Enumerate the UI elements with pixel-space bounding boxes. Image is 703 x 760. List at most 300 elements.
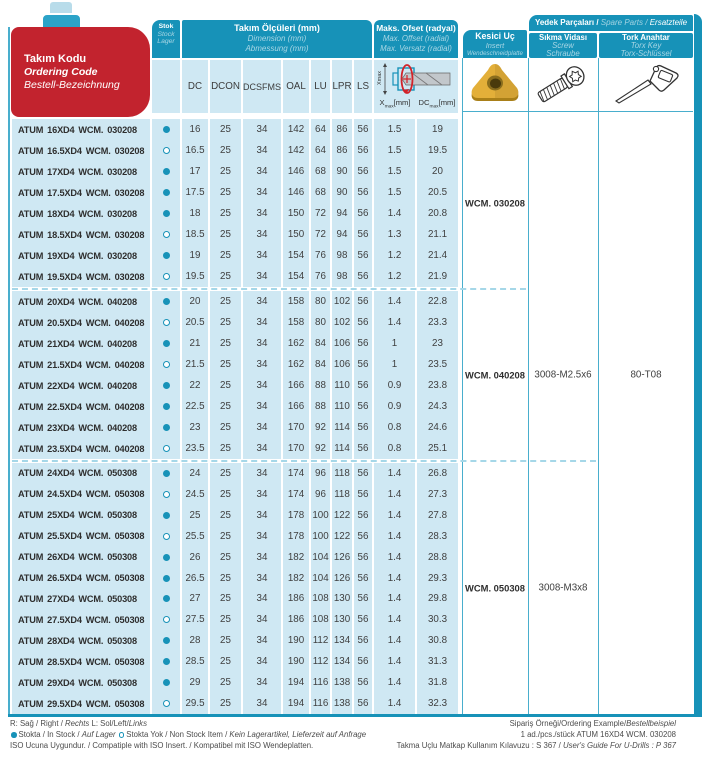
stock-cell (152, 672, 180, 693)
code-cell: ATUM 29.5XD4 WCM. 050308 (12, 693, 150, 714)
dcmax-cell: 19.5 (417, 140, 458, 161)
ls-cell: 56 (354, 140, 372, 161)
dcsfms-cell: 34 (243, 119, 281, 140)
code-cell: ATUM 20.5XD4 WCM. 040208 (12, 312, 150, 333)
xmax-cell: 1 (374, 354, 415, 375)
ls-cell: 56 (354, 438, 372, 459)
lu-cell: 92 (311, 417, 330, 438)
col-header-dcon: DCON (210, 60, 241, 113)
xmax-cell: 0.8 (374, 438, 415, 459)
dcmax-cell: 26.8 (417, 463, 458, 484)
ls-cell: 56 (354, 203, 372, 224)
code-cell: ATUM 18XD4 WCM. 030208 (12, 203, 150, 224)
col-header-oal: OAL (283, 60, 309, 113)
lu-cell: 96 (311, 463, 330, 484)
dcon-cell: 25 (210, 672, 241, 693)
table-row (12, 182, 458, 203)
table-row (12, 417, 458, 438)
dcon-cell: 25 (210, 693, 241, 714)
dcmax-cell: 29.8 (417, 589, 458, 610)
oal-cell: 182 (283, 547, 309, 568)
dcsfms-cell: 34 (243, 484, 281, 505)
oal-cell: 146 (283, 161, 309, 182)
stock-cell (152, 630, 180, 651)
col-header-lpr: LPR (332, 60, 352, 113)
lpr-cell: 98 (332, 266, 352, 287)
code-cell: ATUM 28.5XD4 WCM. 050308 (12, 651, 150, 672)
xmax-cell: 1.4 (374, 589, 415, 610)
oal-cell: 142 (283, 119, 309, 140)
stock-subheader-cell (152, 60, 180, 113)
table-row (12, 484, 458, 505)
oal-cell: 154 (283, 266, 309, 287)
code-cell: ATUM 27.5XD4 WCM. 050308 (12, 609, 150, 630)
dcmax-cell: 21.4 (417, 245, 458, 266)
dc-cell: 16 (182, 119, 208, 140)
dcsfms-cell: 34 (243, 693, 281, 714)
user-guide-note: Takma Uçlu Matkap Kullanım Kılavuzu : S 367 / User's Guide For U-Drills : P 367 (396, 741, 676, 750)
stock-cell (152, 589, 180, 610)
oal-cell: 190 (283, 630, 309, 651)
lpr-cell: 102 (332, 291, 352, 312)
dc-cell: 19 (182, 245, 208, 266)
dcmax-cell: 31.3 (417, 651, 458, 672)
oal-cell: 186 (283, 589, 309, 610)
torx-key-icon (606, 60, 686, 106)
dcsfms-cell: 34 (243, 182, 281, 203)
lu-cell: 64 (311, 140, 330, 161)
oal-cell: 166 (283, 375, 309, 396)
dc-cell: 16.5 (182, 140, 208, 161)
lu-cell: 76 (311, 266, 330, 287)
table-row (12, 203, 458, 224)
lpr-cell: 118 (332, 463, 352, 484)
col-header-lu: LU (311, 60, 330, 113)
table-row (12, 672, 458, 693)
dcmax-cell: 30.3 (417, 609, 458, 630)
stock-cell (152, 438, 180, 459)
dc-cell: 21 (182, 333, 208, 354)
dcsfms-cell: 34 (243, 224, 281, 245)
table-row (12, 291, 458, 312)
stock-dot (163, 595, 170, 602)
footer-ordering-example (397, 718, 676, 751)
code-cell: ATUM 25XD4 WCM. 050308 (12, 505, 150, 526)
dcmax-cell: 23.5 (417, 354, 458, 375)
ls-cell: 56 (354, 266, 372, 287)
col-header-dcsfms: DCSFMS (243, 60, 281, 113)
lpr-cell: 102 (332, 312, 352, 333)
dcon-cell: 25 (210, 119, 241, 140)
product-group-050308 (12, 463, 458, 714)
stock-dot (163, 491, 170, 498)
code-cell: ATUM 17.5XD4 WCM. 030208 (12, 182, 150, 203)
stock-cell (152, 693, 180, 714)
dcsfms-cell: 34 (243, 140, 281, 161)
ls-cell: 56 (354, 182, 372, 203)
dc-cell: 17 (182, 161, 208, 182)
dcmax-cell: 21.1 (417, 224, 458, 245)
screw-code-2: 3008-M3x8 (538, 582, 588, 594)
stock-cell (152, 547, 180, 568)
stock-cell (152, 375, 180, 396)
lpr-cell: 90 (332, 161, 352, 182)
lpr-cell: 106 (332, 354, 352, 375)
ls-cell: 56 (354, 417, 372, 438)
code-cell: ATUM 17XD4 WCM. 030208 (12, 161, 150, 182)
stock-cell (152, 505, 180, 526)
xmax-cell: 1.4 (374, 203, 415, 224)
xmax-cell: 1.4 (374, 693, 415, 714)
lpr-cell: 86 (332, 140, 352, 161)
table-row (12, 547, 458, 568)
panel-bottom-border (8, 714, 702, 717)
stock-cell (152, 651, 180, 672)
ls-cell: 56 (354, 672, 372, 693)
dc-cell: 27.5 (182, 609, 208, 630)
code-cell: ATUM 23XD4 WCM. 040208 (12, 417, 150, 438)
code-cell: ATUM 25.5XD4 WCM. 050308 (12, 526, 150, 547)
iso-note: ISO Ucuna Uygundur. / Compatiple with ISO Insert. / Kompatibel mit ISO Wendeplatten. (10, 741, 314, 750)
ordering-code-de: Bestell-Bezeichnung (24, 79, 120, 91)
screw-column-header: Sıkma Vidası Screw Schraube (529, 33, 597, 58)
ls-cell: 56 (354, 651, 372, 672)
dcsfms-cell: 34 (243, 547, 281, 568)
oal-cell: 158 (283, 312, 309, 333)
table-row (12, 354, 458, 375)
dcmax-cell: 25.1 (417, 438, 458, 459)
table-row (12, 526, 458, 547)
lu-cell: 76 (311, 245, 330, 266)
dcmax-cell: 31.8 (417, 672, 458, 693)
code-cell: ATUM 27XD4 WCM. 050308 (12, 589, 150, 610)
dcon-cell: 25 (210, 224, 241, 245)
svg-text:Xmax: Xmax (377, 70, 383, 85)
footer-notes (10, 718, 366, 751)
oal-cell: 190 (283, 651, 309, 672)
ls-cell: 56 (354, 224, 372, 245)
lpr-cell: 106 (332, 333, 352, 354)
stock-cell (152, 484, 180, 505)
dc-cell: 24.5 (182, 484, 208, 505)
col-header-dc: DC (182, 60, 208, 113)
stock-cell (152, 396, 180, 417)
table-row (12, 245, 458, 266)
dcsfms-cell: 34 (243, 291, 281, 312)
table-row (12, 693, 458, 714)
dcsfms-cell: 34 (243, 417, 281, 438)
stock-dot (163, 512, 170, 519)
lu-cell: 68 (311, 182, 330, 203)
grid-line (462, 111, 693, 112)
code-cell: ATUM 22XD4 WCM. 040208 (12, 375, 150, 396)
dc-cell: 26.5 (182, 568, 208, 589)
dcsfms-cell: 34 (243, 630, 281, 651)
xmax-cell: 1.4 (374, 312, 415, 333)
dcon-cell: 25 (210, 203, 241, 224)
table-row (12, 651, 458, 672)
ls-cell: 56 (354, 119, 372, 140)
lu-cell: 92 (311, 438, 330, 459)
oal-cell: 178 (283, 526, 309, 547)
dcmax-cell: 19 (417, 119, 458, 140)
table-row (12, 505, 458, 526)
ls-cell: 56 (354, 291, 372, 312)
ls-cell: 56 (354, 693, 372, 714)
oal-cell: 142 (283, 140, 309, 161)
ls-cell: 56 (354, 161, 372, 182)
table-row (12, 140, 458, 161)
xmax-cell: 1.4 (374, 651, 415, 672)
dc-cell: 29 (182, 672, 208, 693)
ls-cell: 56 (354, 375, 372, 396)
table-row (12, 119, 458, 140)
insert-code-050308: WCM. 050308 (465, 582, 525, 594)
dcon-cell: 25 (210, 354, 241, 375)
ls-cell: 56 (354, 396, 372, 417)
lu-cell: 72 (311, 224, 330, 245)
dcmax-cell: 23 (417, 333, 458, 354)
stock-cell (152, 182, 180, 203)
table-row (12, 630, 458, 651)
dc-cell: 27 (182, 589, 208, 610)
stock-dot (163, 679, 170, 686)
dcmax-cell: 32.3 (417, 693, 458, 714)
dc-cell: 23 (182, 417, 208, 438)
table-row (12, 568, 458, 589)
code-cell: ATUM 21.5XD4 WCM. 040208 (12, 354, 150, 375)
oal-cell: 170 (283, 438, 309, 459)
lu-cell: 88 (311, 375, 330, 396)
lpr-cell: 114 (332, 417, 352, 438)
xmax-cell: 1.4 (374, 630, 415, 651)
lu-cell: 104 (311, 547, 330, 568)
dcon-cell: 25 (210, 463, 241, 484)
code-cell: ATUM 23.5XD4 WCM. 040208 (12, 438, 150, 459)
oal-cell: 162 (283, 354, 309, 375)
dcon-cell: 25 (210, 609, 241, 630)
stock-cell (152, 245, 180, 266)
ls-cell: 56 (354, 568, 372, 589)
dcmax-cell: 24.6 (417, 417, 458, 438)
stock-dot (163, 252, 170, 259)
stock-cell (152, 609, 180, 630)
xmax-cell: 1.4 (374, 672, 415, 693)
dcon-cell: 25 (210, 438, 241, 459)
stock-dot (163, 470, 170, 477)
dcsfms-cell: 34 (243, 438, 281, 459)
oal-cell: 158 (283, 291, 309, 312)
ls-cell: 56 (354, 589, 372, 610)
lu-cell: 80 (311, 291, 330, 312)
insert-code-040208: WCM. 040208 (465, 369, 525, 381)
xmax-cell: 1.3 (374, 224, 415, 245)
lpr-cell: 114 (332, 438, 352, 459)
dcsfms-cell: 34 (243, 672, 281, 693)
stock-cell (152, 266, 180, 287)
ls-cell: 56 (354, 547, 372, 568)
dcsfms-cell: 34 (243, 375, 281, 396)
stock-cell (152, 140, 180, 161)
code-cell: ATUM 28XD4 WCM. 050308 (12, 630, 150, 651)
insert-header: Kesici Uç Insert Wendeschneidplatte (463, 30, 527, 58)
dcon-cell: 25 (210, 375, 241, 396)
code-cell: ATUM 22.5XD4 WCM. 040208 (12, 396, 150, 417)
xmax-cell: 1 (374, 333, 415, 354)
dc-cell: 21.5 (182, 354, 208, 375)
stock-cell (152, 224, 180, 245)
xmax-cell: 1.5 (374, 119, 415, 140)
dc-cell: 25.5 (182, 526, 208, 547)
code-cell: ATUM 16.5XD4 WCM. 030208 (12, 140, 150, 161)
table-row (12, 312, 458, 333)
panel-left-border (8, 27, 10, 716)
max-offset-header: Maks. Ofset (radyal) Max. Offset (radial) Max. Versatz (radial) (374, 20, 458, 58)
dcon-cell: 25 (210, 568, 241, 589)
rl-legend: R: Sağ / Right / Rechts L: Sol/Left/Links (10, 719, 147, 728)
max-offset-unit-labels (374, 98, 458, 110)
oal-cell: 150 (283, 203, 309, 224)
stock-cell (152, 291, 180, 312)
stock-dot (163, 382, 170, 389)
ordering-code-en: Ordering Code (24, 66, 98, 78)
table-row (12, 161, 458, 182)
stock-dot (163, 168, 170, 175)
dcmax-cell: 24.3 (417, 396, 458, 417)
dcon-cell: 25 (210, 484, 241, 505)
lpr-cell: 130 (332, 609, 352, 630)
lpr-cell: 98 (332, 245, 352, 266)
oal-cell: 194 (283, 693, 309, 714)
dcsfms-cell: 34 (243, 651, 281, 672)
table-row (12, 589, 458, 610)
lpr-cell: 130 (332, 589, 352, 610)
dcsfms-cell: 34 (243, 203, 281, 224)
lu-cell: 108 (311, 589, 330, 610)
dcmax-cell: 30.8 (417, 630, 458, 651)
stock-cell (152, 417, 180, 438)
code-cell: ATUM 26XD4 WCM. 050308 (12, 547, 150, 568)
table-row (12, 375, 458, 396)
xmax-cell: 1.4 (374, 291, 415, 312)
lu-cell: 104 (311, 568, 330, 589)
lu-cell: 108 (311, 609, 330, 630)
grid-line (462, 58, 463, 714)
lu-cell: 100 (311, 505, 330, 526)
ls-cell: 56 (354, 484, 372, 505)
insert-trigon-icon (467, 60, 523, 106)
stock-dot (163, 298, 170, 305)
dcon-cell: 25 (210, 161, 241, 182)
code-cell: ATUM 18.5XD4 WCM. 030208 (12, 224, 150, 245)
dc-cell: 20.5 (182, 312, 208, 333)
oal-cell: 154 (283, 245, 309, 266)
lu-cell: 84 (311, 354, 330, 375)
stock-cell (152, 161, 180, 182)
code-cell: ATUM 20XD4 WCM. 040208 (12, 291, 150, 312)
max-offset-diagram-icon (376, 61, 456, 99)
in-stock-dot-icon (11, 732, 17, 738)
oal-cell: 146 (283, 182, 309, 203)
insert-code-030208: WCM. 030208 (465, 197, 525, 209)
stock-dot (163, 126, 170, 133)
stock-dot (163, 616, 170, 623)
group-separator (12, 288, 526, 290)
oal-cell: 166 (283, 396, 309, 417)
lpr-cell: 110 (332, 375, 352, 396)
torx-key-code: 80-T08 (630, 369, 662, 381)
lu-cell: 112 (311, 651, 330, 672)
lu-cell: 68 (311, 161, 330, 182)
ordering-example-value: 1 ad./pcs./stück ATUM 16XD4 WCM. 030208 (520, 730, 676, 739)
ls-cell: 56 (354, 354, 372, 375)
stock-dot (163, 210, 170, 217)
ls-cell: 56 (354, 333, 372, 354)
stock-cell (152, 526, 180, 547)
xmax-cell: 0.9 (374, 396, 415, 417)
dcmax-cell: 28.3 (417, 526, 458, 547)
dcmax-cell: 20 (417, 161, 458, 182)
lu-cell: 100 (311, 526, 330, 547)
table-row (12, 609, 458, 630)
lu-cell: 112 (311, 630, 330, 651)
dcsfms-cell: 34 (243, 396, 281, 417)
lu-cell: 84 (311, 333, 330, 354)
ls-cell: 56 (354, 505, 372, 526)
xmax-cell: 1.4 (374, 547, 415, 568)
ls-cell: 56 (354, 630, 372, 651)
dcsfms-cell: 34 (243, 266, 281, 287)
dc-cell: 18 (182, 203, 208, 224)
stock-dot (163, 658, 170, 665)
dcon-cell: 25 (210, 333, 241, 354)
stock-column-header: Stok Stock Lager (152, 20, 180, 58)
dcsfms-cell: 34 (243, 312, 281, 333)
stock-cell (152, 312, 180, 333)
code-cell: ATUM 24.5XD4 WCM. 050308 (12, 484, 150, 505)
dc-cell: 20 (182, 291, 208, 312)
xmax-cell: 1.4 (374, 609, 415, 630)
lu-cell: 116 (311, 693, 330, 714)
dimensions-header: Takım Ölçüleri (mm) Dimension (mm) Abmessung (mm) (182, 20, 372, 58)
xmax-unit-label: $X_{max}[mm]$ (379, 98, 411, 110)
xmax-cell: 1.2 (374, 245, 415, 266)
stock-dot (163, 340, 170, 347)
dcon-cell: 25 (210, 396, 241, 417)
stock-dot (163, 319, 170, 326)
xmax-cell: 1.5 (374, 161, 415, 182)
dcon-cell: 25 (210, 140, 241, 161)
product-group-030208 (12, 119, 458, 287)
dcon-cell: 25 (210, 630, 241, 651)
dc-cell: 18.5 (182, 224, 208, 245)
ordering-code-tr: Takım Kodu (24, 53, 87, 65)
lu-cell: 80 (311, 312, 330, 333)
xmax-cell: 1.4 (374, 505, 415, 526)
table-row (12, 396, 458, 417)
dcon-cell: 25 (210, 266, 241, 287)
oal-cell: 174 (283, 463, 309, 484)
stock-dot (163, 533, 170, 540)
dcmax-cell: 27.3 (417, 484, 458, 505)
stock-cell (152, 568, 180, 589)
stock-dot (163, 189, 170, 196)
lpr-cell: 118 (332, 484, 352, 505)
dcmax-cell: 20.8 (417, 203, 458, 224)
stock-cell (152, 333, 180, 354)
dcon-cell: 25 (210, 547, 241, 568)
xmax-cell: 1.4 (374, 484, 415, 505)
